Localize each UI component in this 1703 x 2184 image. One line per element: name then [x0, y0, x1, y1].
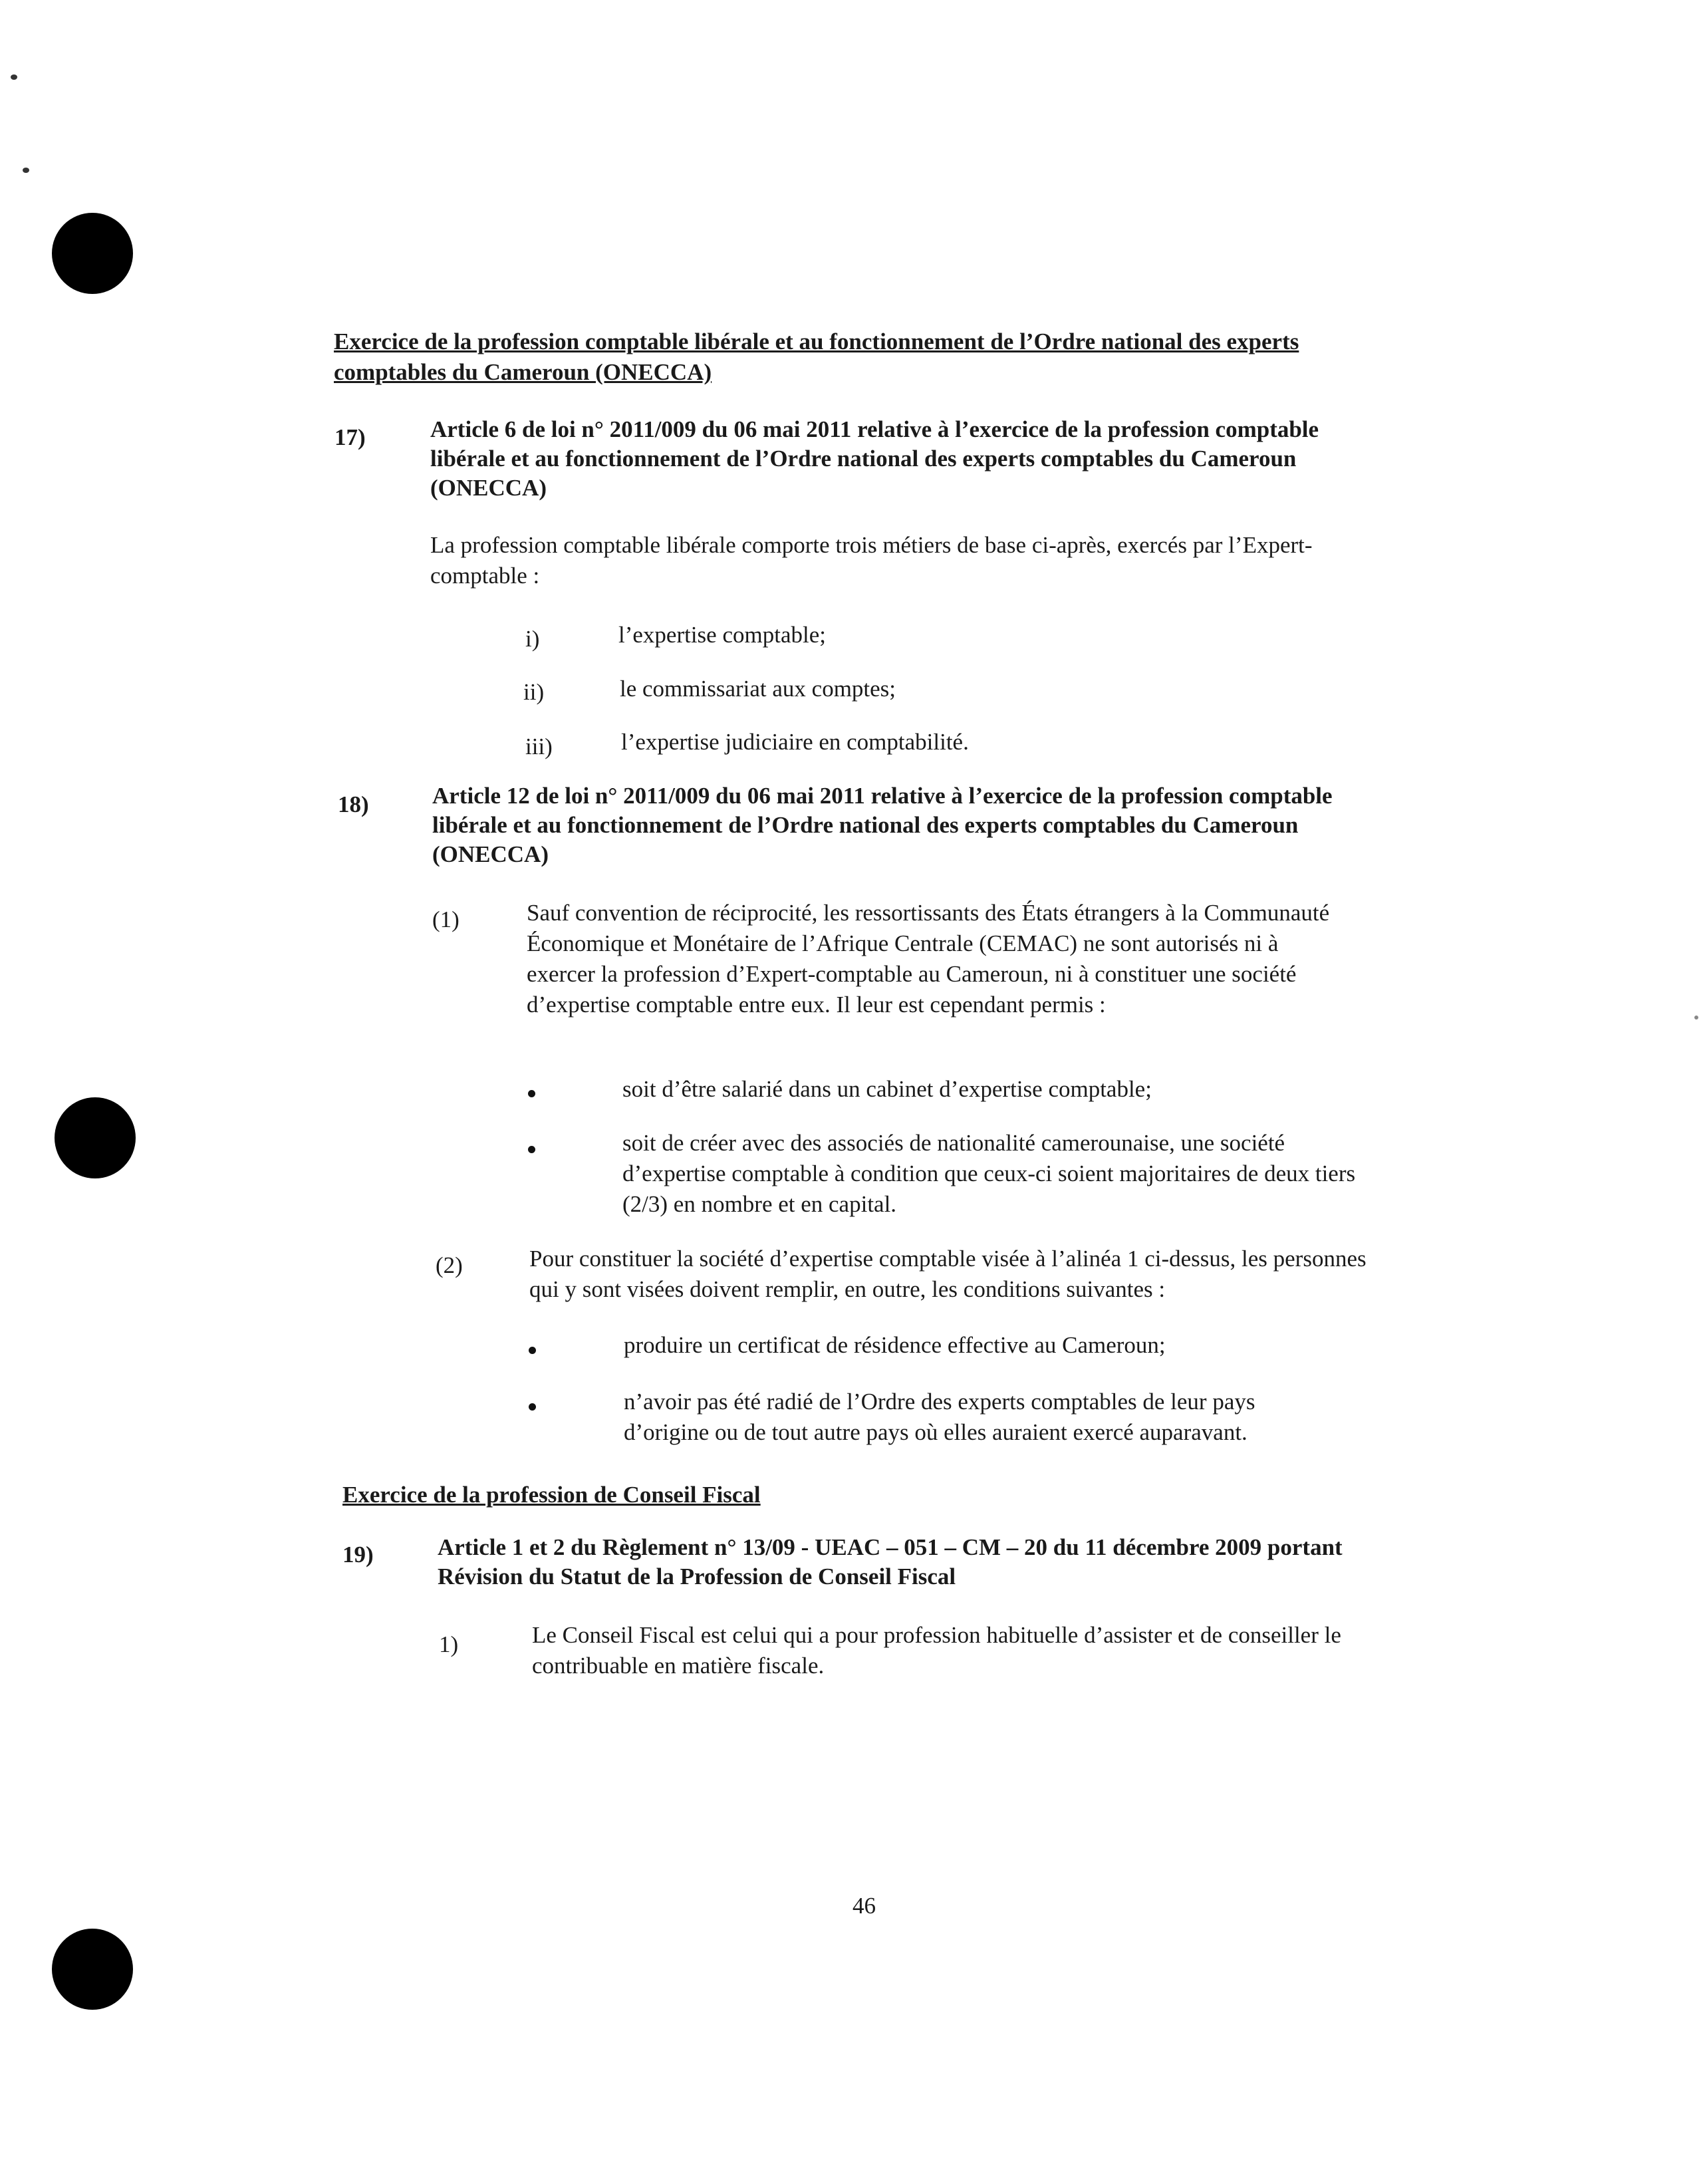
bullet-text: produire un certificat de résidence effective au Cameroun; [624, 1332, 1166, 1358]
bullet-text: soit d’être salarié dans un cabinet d’expertise comptable; [622, 1076, 1152, 1102]
scan-speck [11, 74, 17, 80]
article-number: 17) [334, 424, 366, 450]
section-title-onecca: Exercice de la profession comptable libérale et au fonctionnement de l’Ordre national des experts comptables du Cameroun (ONECCA) [334, 329, 1299, 385]
list-item-label: i) [525, 626, 540, 652]
article-intro: La profession comptable libérale comporte trois métiers de base ci-après, exercés par l’Expert-comptable : [430, 532, 1313, 589]
page-number: 46 [852, 1893, 876, 1919]
scan-speck [23, 168, 29, 173]
scan-speck [1694, 1016, 1698, 1020]
punch-hole-middle [55, 1097, 136, 1178]
bullet [528, 1090, 535, 1097]
section-title-conseil-fiscal: Exercice de la profession de Conseil Fiscal [342, 1482, 761, 1508]
paragraph-label: (2) [436, 1252, 463, 1278]
article-title: Article 1 et 2 du Règlement n° 13/09 - UEAC – 051 – CM – 20 du 11 décembre 2009 portant Révision du Statut de la Profession de Conseil Fiscal [438, 1534, 1343, 1589]
list-item-text: le commissariat aux comptes; [620, 676, 896, 702]
paragraph-label: 1) [439, 1631, 459, 1657]
list-item-label: iii) [525, 734, 553, 759]
bullet-text: soit de créer avec des associés de nationalité camerounaise, une société d’expertise comptable à condition que ceux-ci soient majoritaires de deux tiers (2/3) en nombre et en capital. [622, 1130, 1356, 1217]
bullet [529, 1403, 536, 1411]
punch-hole-bottom [52, 1929, 133, 2010]
article-title: Article 6 de loi n° 2011/009 du 06 mai 2011 relative à l’exercice de la profession comptable libérale et au fonctionnement de l’Ordre national des experts comptables du Cameroun (ONECCA) [430, 416, 1319, 501]
bullet-text: n’avoir pas été radié de l’Ordre des experts comptables de leur pays d’origine ou de tout autre pays où elles auraient exercé auparavant. [624, 1389, 1255, 1445]
article-number: 19) [342, 1542, 374, 1568]
article-title: Article 12 de loi n° 2011/009 du 06 mai 2011 relative à l’exercice de la profession comptable libérale et au fonctionnement de l’Ordre national des experts comptables du Cameroun (ONECCA) [432, 783, 1333, 867]
paragraph-label: (1) [432, 906, 459, 932]
article-number: 18) [338, 791, 369, 817]
punch-hole-top [52, 213, 133, 294]
paragraph-text: Le Conseil Fiscal est celui qui a pour profession habituelle d’assister et de conseiller le contribuable en matière fiscale. [532, 1622, 1341, 1679]
list-item-text: l’expertise judiciaire en comptabilité. [621, 729, 969, 755]
list-item-text: l’expertise comptable; [618, 622, 826, 648]
list-item-label: ii) [523, 679, 545, 705]
bullet [528, 1146, 535, 1153]
paragraph-text: Pour constituer la société d’expertise comptable visée à l’alinéa 1 ci-dessus, les personnes qui y sont visées doivent remplir, en outre, les conditions suivantes : [529, 1246, 1367, 1302]
bullet [529, 1347, 536, 1354]
paragraph-text: Sauf convention de réciprocité, les ressortissants des États étrangers à la Communauté Économique et Monétaire de l’Afrique Centrale (CEMAC) ne sont autorisés ni à exercer la profession d’Expert-comptable au Cameroun, ni à constituer une société d’expertise comptable entre eux. Il leur est cependant permis : [527, 900, 1330, 1018]
